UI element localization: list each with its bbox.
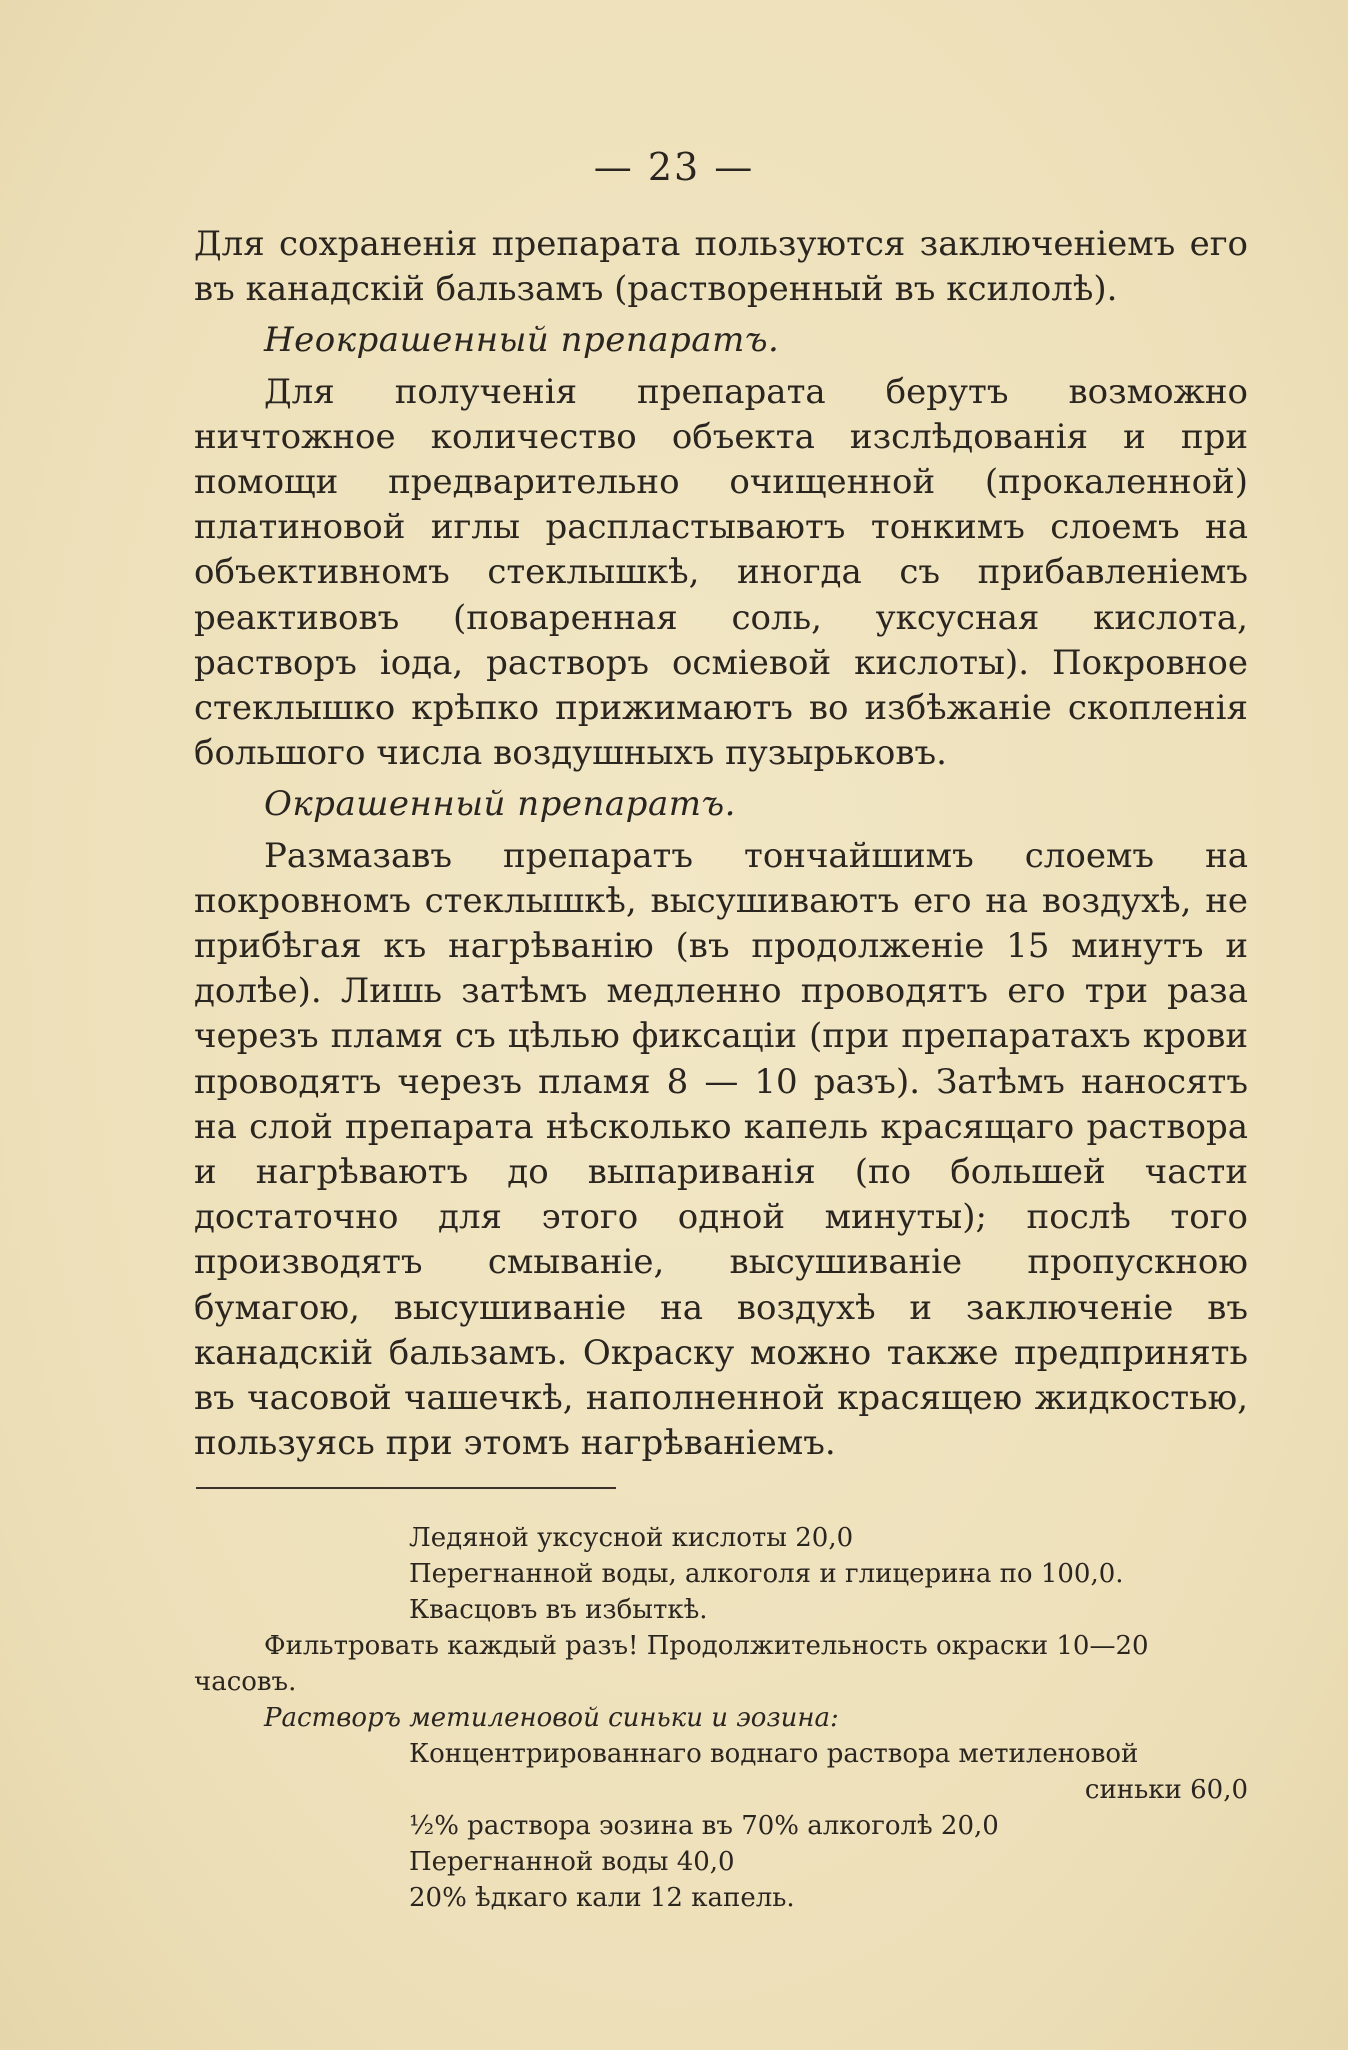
footnote-recipe-line: Перегнанной воды, алкоголя и глицерина по 100,0.	[409, 1559, 1124, 1589]
paragraph-stained: Размазавъ препаратъ тончайшимъ слоемъ на покровномъ стеклышкѣ, высушиваютъ его на воздухѣ, не прибѣгая къ нагрѣванію (въ продолженіе 15 минутъ и долѣе). Лишь затѣмъ медленно проводятъ его три раза черезъ пламя съ цѣлью фиксаціи (при препаратахъ крови проводятъ черезъ пламя 8 — 10 разъ). Затѣмъ наносятъ на слой препарата нѣсколько капель красящаго раствора и нагрѣваютъ до выпариванія (по большей части достаточно для этого одной минуты); послѣ того производятъ смываніе, высушиваніе пропускною бумагою, высушиваніе на воздухѣ и заключеніе въ канадскій бальзамъ. Окраску можно также предпринять въ часовой чашечкѣ, наполненной красящею жидкостью, пользуясь при этомъ нагрѣваніемъ.	[194, 835, 1248, 1464]
heading-unstained-preparation: Неокрашенный препаратъ.	[264, 320, 780, 361]
heading-stained-preparation: Окрашенный препаратъ.	[264, 784, 736, 825]
footnote-recipe-line: 20% ѣдкаго кали 12 капель.	[409, 1883, 795, 1913]
footnote	[194, 1520, 1248, 1916]
paragraph-unstained: Для полученія препарата берутъ возможно ничтожное количество объекта изслѣдованія и при помощи предварительно очищенной (прокаленной) платиновой иглы распластываютъ тонкимъ слоемъ на объективномъ стеклышкѣ, иногда съ прибавленіемъ реактивовъ (поваренная соль, уксусная кислота, растворъ іода, растворъ осміевой кислоты). Покровное стеклышко крѣпко прижимаютъ во избѣжаніе скопленія большого числа воздушныхъ пузырьковъ.	[194, 371, 1248, 774]
footnote-recipe-line: Перегнанной воды 40,0	[409, 1847, 735, 1877]
main-text	[194, 222, 1248, 1466]
page-number: — 23 —	[593, 145, 755, 189]
footnote-recipe-line: Ледяной уксусной кислоты 20,0	[409, 1523, 854, 1553]
footnote-recipe-line: Концентрированнаго воднаго раствора метиленовой	[409, 1739, 1139, 1769]
footnote-recipe-line: ½% раствора эозина въ 70% алкоголѣ 20,0	[409, 1811, 999, 1841]
paragraph-preservation: Для сохраненія препарата пользуются заключеніемъ его въ канадскій бальзамъ (растворенный въ ксилолѣ).	[194, 224, 1248, 310]
footnote-recipe-line: синьки 60,0	[1084, 1775, 1248, 1805]
footnote-divider	[196, 1487, 616, 1489]
footnote-instruction: Фильтровать каждый разъ! Продолжительность окраски 10—20 часовъ.	[194, 1631, 1149, 1697]
footnote-subheading: Растворъ метиленовой синьки и эозина:	[264, 1703, 839, 1733]
footnote-recipe-line: Квасцовъ въ избыткѣ.	[409, 1595, 708, 1625]
